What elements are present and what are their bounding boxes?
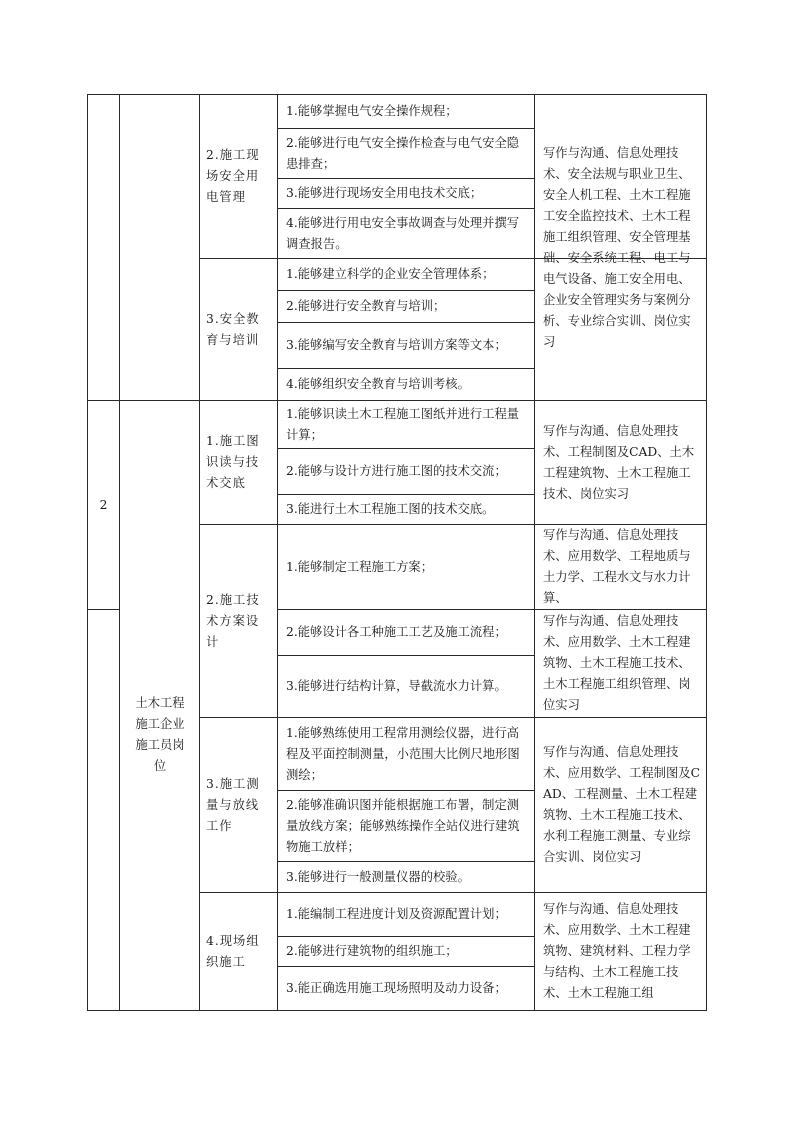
course-list: 写作与沟通、信息处理技术、应用数学、土木工程建筑物、建筑材料、工程力学与结构、土木工程施工技术、土木工程施工组 <box>543 902 691 1000</box>
subject-cell: 3.施工测量与放线工作 <box>206 776 260 833</box>
course-list: 写作与沟通、信息处理技术、安全法规与职业卫生、安全人机工程、土木工程施工安全监控技术、土木工程施工组织管理、安全管理基础、安全系统工程、电工与电气设备、施工安全用电、企业安全管理实务与案例分析、专业综合实训、岗位实习 <box>543 145 691 349</box>
course-list: 写作与沟通、信息处理技术、应用数学、土木工程建筑物、土木工程施工技术、土木工程施工组织管理、岗位实习 <box>543 614 691 712</box>
skill-item: 2.能够进行安全教育与培训； <box>286 299 446 313</box>
subject-cell: 4.现场组织施工 <box>206 933 260 969</box>
course-list: 写作与沟通、信息处理技术、工程制图及CAD、土木工程建筑物、土木工程施工技术、岗位实习 <box>543 423 695 501</box>
skill-item: 3.能够编写安全教育与培训方案等文本； <box>286 338 507 352</box>
skill-item: 1.能够掌握电气安全操作规程； <box>286 104 458 118</box>
skill-item: 3.能够进行现场安全用电技术交底； <box>286 186 483 200</box>
skill-item: 2.能够进行建筑物的组织施工； <box>286 944 458 958</box>
subject-cell: 2.施工现场安全用电管理 <box>206 148 260 204</box>
skill-item: 2.能够设计各工种施工工艺及施工流程； <box>286 625 507 639</box>
course-list: 写作与沟通、信息处理技术、应用数学、工程地质与土力学、工程水文与水力计算、 <box>543 528 691 605</box>
subject-cell: 1.施工图识读与技术交底 <box>206 434 260 490</box>
skill-item: 3.能进行土木工程施工图的技术交底。 <box>286 502 495 516</box>
skill-item: 4.能够进行用电安全事故调查与处理并撰写调查报告。 <box>286 215 520 251</box>
skill-item: 3.能正确选用施工现场照明及动力设备； <box>286 981 507 995</box>
skill-item: 1.能够熟练使用工程常用测绘仪器，进行高程及平面控制测量，小范围大比例尺地形图测绘； <box>286 725 520 782</box>
skill-item: 2.能够准确识图并能根据施工布署，制定测量放线方案；能够熟练操作全站仪进行建筑物施工放样； <box>286 797 520 854</box>
skill-item: 4.能够组织安全教育与培训考核。 <box>286 377 470 391</box>
course-list: 写作与沟通、信息处理技术、应用数学、工程制图及CAD、工程测量、土木工程建筑物、土木工程施工技术、水利工程施工测量、专业综合实训、岗位实习 <box>543 745 700 864</box>
skill-item: 2.能够进行电气安全操作检查与电气安全隐患排查； <box>286 135 520 171</box>
skill-item: 3.能够进行结构计算，导截流水力计算。 <box>286 679 507 693</box>
skill-item: 1.能够建立科学的企业安全管理体系； <box>286 267 495 281</box>
skill-item: 1.能够制定工程施工方案； <box>286 559 433 574</box>
seq-number: 2 <box>99 497 108 512</box>
subject-cell: 3.安全教育与培训 <box>206 311 260 347</box>
subject-cell: 2.施工技术方案设计 <box>206 592 260 649</box>
skill-item: 2.能够与设计方进行施工图的技术交流； <box>286 464 507 478</box>
position-name: 土木工程施工企业施工员岗位 <box>135 696 185 773</box>
skill-item: 1.能编制工程进度计划及资源配置计划； <box>286 907 507 921</box>
skill-item: 3.能够进行一般测量仪器的校验。 <box>286 869 470 884</box>
skill-item: 1.能够识读土木工程施工图纸并进行工程量计算； <box>286 406 520 442</box>
